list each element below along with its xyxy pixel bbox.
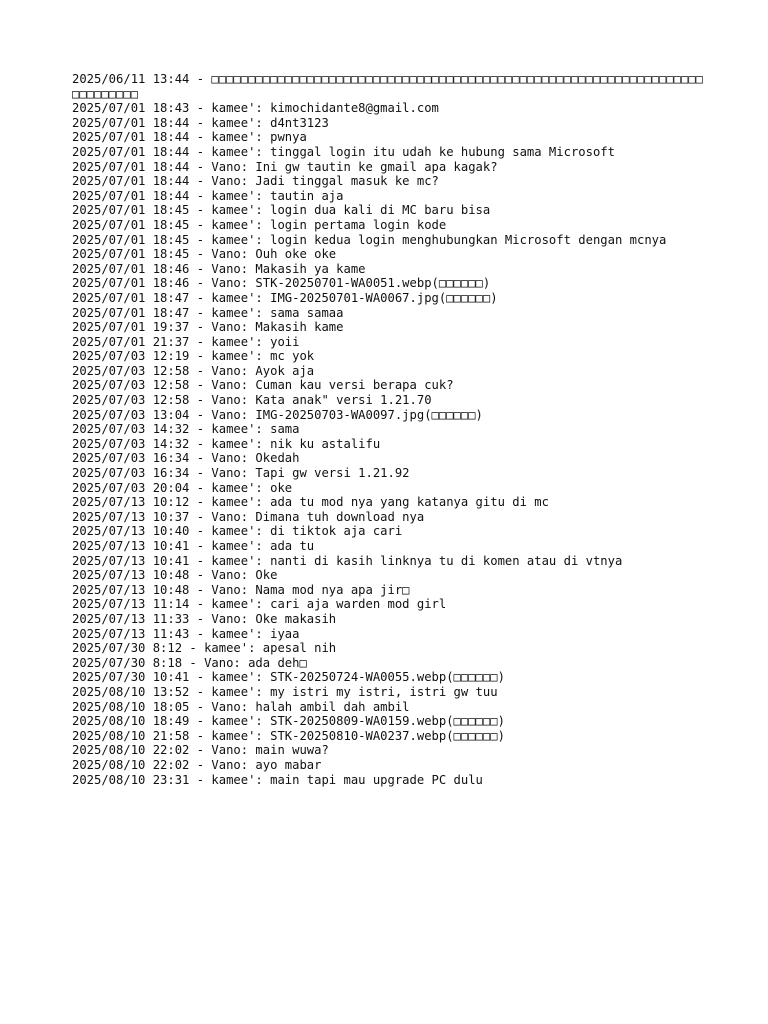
chat-line: 2025/07/01 18:44 - kamee': pwnya: [72, 130, 307, 145]
chat-line: 2025/07/01 19:37 - Vano: Makasih kame: [72, 320, 344, 335]
chat-line: 2025/08/10 18:05 - Vano: halah ambil dah ambil: [72, 699, 410, 714]
chat-line: 2025/07/01 18:45 - Vano: Ouh oke oke: [72, 247, 337, 262]
chat-line: 2025/07/03 12:58 - Vano: Ayok aja: [72, 363, 315, 378]
chat-line: 2025/07/03 16:34 - Vano: Okedah: [72, 451, 300, 466]
chat-line: 2025/07/03 14:32 - kamee': nik ku astalifu: [72, 436, 381, 451]
chat-line: 2025/07/30 8:18 - Vano: ada deh□: [72, 655, 307, 670]
chat-line: 2025/07/01 18:44 - kamee': tautin aja: [72, 188, 344, 203]
chat-line: 2025/07/13 11:14 - kamee': cari aja warden mod girl: [72, 597, 447, 612]
chat-line: 2025/07/13 10:41 - kamee': ada tu: [72, 539, 315, 553]
chat-line: 2025/08/10 22:02 - Vano: ayo mabar: [72, 757, 322, 772]
chat-line: 2025/07/13 10:48 - Vano: Oke: [72, 568, 278, 583]
chat-line: 2025/08/10 21:58 - kamee': STK-20250810-WA0237.webp(□□□□□□): [72, 728, 505, 743]
chat-line: 2025/07/13 10:41 - kamee': nanti di kasih linknya tu di komen atau di vtnya: [72, 553, 623, 568]
chat-line: 2025/07/01 18:46 - Vano: STK-20250701-WA0051.webp(□□□□□□): [72, 276, 491, 291]
chat-line: 2025/07/13 11:33 - Vano: Oke makasih: [72, 611, 337, 626]
chat-line: 2025/07/13 11:43 - kamee': iyaa: [72, 626, 300, 641]
chat-line: 2025/07/01 18:45 - kamee': login dua kali di MC baru bisa: [72, 203, 491, 218]
chat-line: 2025/07/01 18:47 - kamee': IMG-20250701-WA0067.jpg(□□□□□□): [72, 290, 498, 305]
chat-log-document: [72, 72, 708, 787]
chat-line: 2025/07/01 18:46 - Vano: Makasih ya kame: [72, 261, 366, 276]
chat-line: 2025/07/03 20:04 - kamee': oke: [72, 480, 293, 495]
chat-line: 2025/07/01 18:45 - kamee': login kedua login menghubungkan Microsoft dengan mcnya: [72, 232, 667, 247]
chat-line: 2025/07/01 18:47 - kamee': sama samaa: [72, 305, 344, 320]
chat-line: 2025/07/01 18:43 - kamee': kimochidante8@gmail.com: [72, 101, 439, 116]
chat-line: 2025/07/01 21:37 - kamee': yoii: [72, 334, 300, 349]
chat-line: 2025/07/01 18:44 - Vano: Jadi tinggal masuk ke mc?: [72, 174, 439, 189]
chat-line: 2025/07/01 18:44 - kamee': d4nt3123: [72, 115, 329, 130]
chat-line: 2025/07/01 18:44 - kamee': tinggal login itu udah ke hubung sama Microsoft: [72, 144, 615, 159]
chat-line: 2025/07/30 10:41 - kamee': STK-20250724-WA0055.webp(□□□□□□): [72, 670, 505, 685]
chat-line: 2025/08/10 18:49 - kamee': STK-20250809-WA0159.webp(□□□□□□): [72, 714, 505, 729]
chat-line: 2025/07/01 18:45 - kamee': login pertama login kode: [72, 217, 447, 232]
chat-line: 2025/07/03 13:04 - Vano: IMG-20250703-WA0097.jpg(□□□□□□): [72, 407, 483, 422]
chat-line: 2025/07/03 12:58 - Vano: Kata anak" versi 1.21.70: [72, 393, 432, 408]
chat-line: 2025/07/03 12:19 - kamee': mc yok: [72, 349, 315, 364]
chat-line: 2025/08/10 22:02 - Vano: main wuwa?: [72, 743, 329, 758]
chat-line: 2025/07/03 14:32 - kamee': sama: [72, 422, 300, 437]
chat-line: 2025/08/10 23:31 - kamee': main tapi mau upgrade PC dulu: [72, 772, 483, 787]
chat-line: 2025/08/10 13:52 - kamee': my istri my istri, istri gw tuu: [72, 684, 498, 699]
chat-line: 2025/07/03 12:58 - Vano: Cuman kau versi berapa cuk?: [72, 378, 454, 393]
chat-line: 2025/06/11 13:44 - □□□□□□□□□□□□□□□□□□□□□□□□□□□□□□□□□□□□□□□□□□□□□□□□□□□□□□□□□□□□□□□□□□□□□□□□□□□□: [72, 72, 704, 101]
chat-line: 2025/07/13 10:12 - kamee': ada tu mod nya yang katanya gitu di mc: [72, 495, 549, 510]
chat-line: 2025/07/13 10:40 - kamee': di tiktok aja cari: [72, 524, 403, 539]
chat-line: 2025/07/01 18:44 - Vano: Ini gw tautin ke gmail apa kagak?: [72, 159, 498, 174]
chat-line: 2025/07/30 8:12 - kamee': apesal nih: [72, 641, 337, 656]
chat-line: 2025/07/13 10:37 - Vano: Dimana tuh download nya: [72, 509, 425, 524]
chat-line: 2025/07/13 10:48 - Vano: Nama mod nya apa jir□: [72, 582, 410, 597]
chat-line: 2025/07/03 16:34 - Vano: Tapi gw versi 1.21.92: [72, 466, 410, 481]
